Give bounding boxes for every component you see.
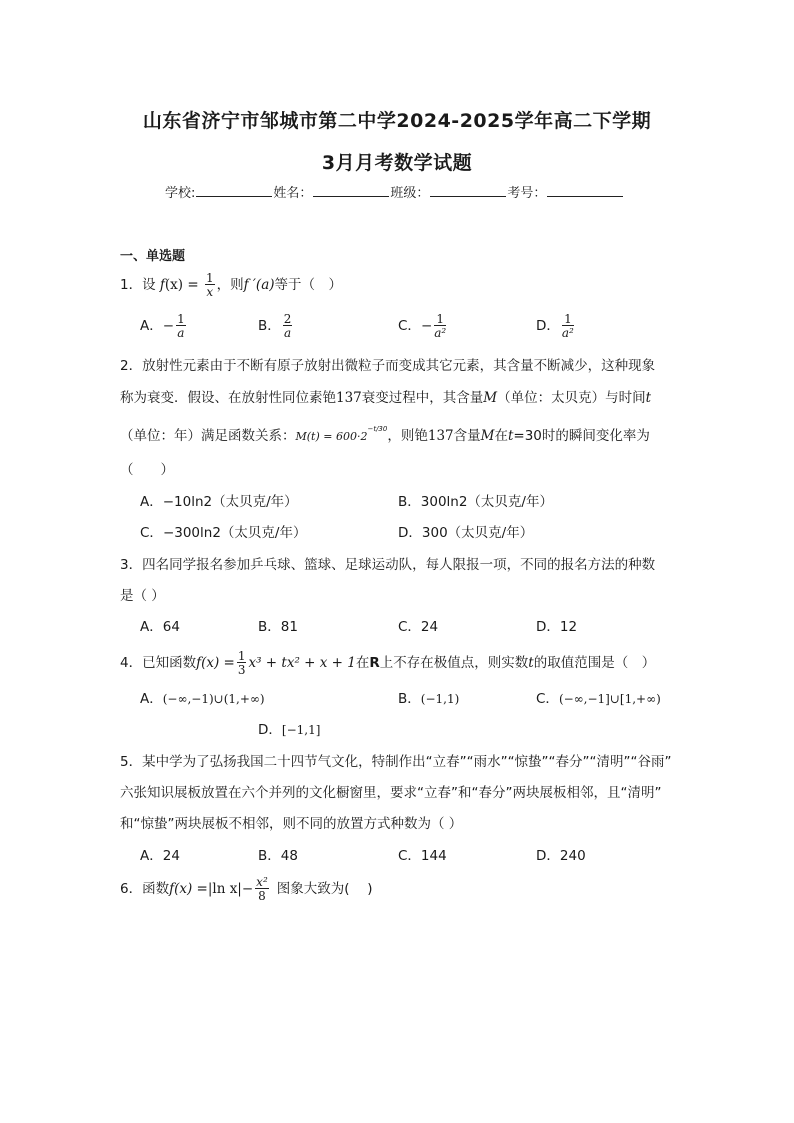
q1-fx: (x) = bbox=[164, 277, 199, 293]
q1-b-frac bbox=[283, 313, 293, 339]
q2-option-b[interactable] bbox=[398, 490, 553, 510]
q3-option-b[interactable]: B．81 bbox=[258, 619, 298, 635]
question-5-line1: 5．某中学为了弘扬我国二十四节气文化，特制作出“立春”“雨水”“惊蛰”“春分”“清明”“谷雨” bbox=[120, 754, 672, 770]
q6-frac-num: x² bbox=[256, 875, 268, 889]
q1-d-label: D． bbox=[536, 318, 560, 334]
q2-l3-b: ，则铯 bbox=[387, 428, 428, 444]
student-info-row bbox=[165, 182, 624, 201]
q2-l3-a: （单位：年）满足函数关系： bbox=[120, 428, 296, 444]
q2-option-d[interactable] bbox=[398, 521, 533, 541]
q4-R: R bbox=[369, 655, 380, 671]
q6-prefix: 6．函数 bbox=[120, 881, 170, 897]
q5-option-a[interactable]: A．24 bbox=[140, 848, 180, 864]
question-2-line2 bbox=[120, 386, 651, 406]
q2-l2-b: 衰变过程中，其含量 bbox=[361, 390, 484, 406]
q1-f: f bbox=[159, 277, 165, 293]
q2-l2-c: （单位：太贝克）与时间 bbox=[497, 390, 646, 406]
school-blank bbox=[196, 183, 272, 197]
q6-abs: |ln x| bbox=[207, 881, 242, 897]
q4-b-label: B． bbox=[398, 691, 421, 707]
class-label: 班级： bbox=[390, 186, 430, 201]
q2-c-text: −300ln2（太贝克/年） bbox=[162, 525, 307, 541]
q4-option-d[interactable] bbox=[258, 718, 320, 738]
question-3-line1: 3．四名同学报名参加乒乓球、篮球、足球运动队，每人限报一项，不同的报名方法的种数 bbox=[120, 557, 656, 573]
q1-a-frac bbox=[176, 313, 186, 339]
q4-fx: f(x) = bbox=[196, 655, 235, 671]
q1-frac-den: x bbox=[206, 285, 214, 299]
q4-option-a[interactable] bbox=[140, 687, 265, 707]
q2-l2-a: 称为衰变．假设、在放射性同位素铯 bbox=[120, 390, 336, 406]
q4-frac-den: 3 bbox=[237, 663, 246, 677]
section-heading: 一、单选题 bbox=[120, 249, 186, 264]
q2-l2-t: t bbox=[645, 390, 652, 406]
q2-d-label: D． bbox=[398, 525, 422, 541]
q1-frac-num: 1 bbox=[205, 271, 214, 285]
q1-d-frac bbox=[562, 313, 574, 339]
class-blank bbox=[430, 183, 506, 197]
q5-option-d[interactable]: D．240 bbox=[536, 848, 586, 864]
name-blank bbox=[313, 183, 389, 197]
q2-a-label: A． bbox=[140, 494, 163, 510]
q1-option-b[interactable] bbox=[258, 313, 294, 339]
question-5-line2: 六张知识展板放置在六个并列的文化橱窗里，要求“立春”和“春分”两块展板相邻，且“清明” bbox=[120, 785, 662, 801]
q1-c-num: 1 bbox=[434, 313, 446, 326]
q2-option-a[interactable] bbox=[140, 490, 298, 510]
q4-a-text: (−∞,−1)∪(1,+∞) bbox=[162, 692, 265, 706]
q5-option-c[interactable]: C．144 bbox=[398, 848, 447, 864]
q3-option-a[interactable]: A．64 bbox=[140, 619, 180, 635]
q1-c-sign: − bbox=[420, 318, 433, 334]
q1-option-a[interactable] bbox=[140, 313, 188, 339]
q1-prefix: 1．设 bbox=[120, 277, 156, 293]
q1-c-den: a² bbox=[434, 326, 447, 340]
q1-b-label: B． bbox=[258, 318, 281, 334]
q1-c-label: C． bbox=[398, 318, 421, 334]
q2-l3-e: =30时的瞬间变化率为 bbox=[513, 428, 650, 444]
question-2-line1: 2．放射性元素由于不断有原子放射出微粒子而变成其它元素，其含量不断减少，这种现象 bbox=[120, 358, 656, 374]
q2-d-text: 300（太贝克/年） bbox=[421, 525, 534, 541]
q2-l2-M: M bbox=[483, 390, 498, 406]
q4-option-c[interactable] bbox=[536, 687, 661, 707]
q1-d-num: 1 bbox=[562, 313, 574, 326]
question-4-stem bbox=[120, 650, 655, 676]
q1-a-den: a bbox=[177, 326, 185, 340]
q2-formula-exp: −t/30 bbox=[367, 425, 388, 433]
q6-frac-den: 8 bbox=[258, 889, 266, 903]
q6-fx: f(x) = bbox=[169, 881, 208, 897]
question-3-line2: 是（ ） bbox=[120, 588, 165, 604]
question-2-line4: （ ） bbox=[120, 462, 174, 478]
id-blank bbox=[547, 183, 623, 197]
q2-l2-num: 137 bbox=[336, 390, 362, 406]
q4-mid1: 在 bbox=[355, 655, 370, 671]
q4-d-label: D． bbox=[258, 722, 282, 738]
q4-b-text: (−1,1) bbox=[420, 692, 460, 706]
q4-suffix: 的取值范围是（ ） bbox=[533, 655, 656, 671]
question-6-stem bbox=[120, 876, 373, 902]
q1-suffix: 等于（ ） bbox=[274, 277, 343, 293]
q1-fraction bbox=[205, 272, 215, 298]
q4-c-label: C． bbox=[536, 691, 559, 707]
q1-c-frac bbox=[434, 313, 446, 339]
school-label: 学校: bbox=[165, 186, 196, 201]
q4-fraction bbox=[237, 650, 247, 676]
question-5-line3: 和“惊蛰”两块展板不相邻，则不同的放置方式种数为（ ） bbox=[120, 816, 463, 832]
q4-c-text: (−∞,−1]∪[1,+∞) bbox=[558, 692, 661, 706]
q2-l3-M: M bbox=[480, 428, 495, 444]
q3-option-c[interactable]: C．24 bbox=[398, 619, 439, 635]
q2-option-c[interactable] bbox=[140, 521, 306, 541]
q3-option-d[interactable]: D．12 bbox=[536, 619, 578, 635]
q1-option-d[interactable] bbox=[536, 313, 576, 339]
q4-d-text: [−1,1] bbox=[281, 723, 321, 737]
q2-b-text: 300ln2（太贝克/年） bbox=[420, 494, 553, 510]
q4-frac-num: 1 bbox=[237, 649, 246, 663]
q4-t: t bbox=[528, 655, 534, 671]
name-label: 姓名： bbox=[273, 186, 313, 201]
q2-formula: M(t) = 600·2 bbox=[295, 430, 368, 443]
question-1-stem bbox=[120, 272, 342, 298]
q1-d-den: a² bbox=[561, 326, 574, 340]
q1-a-label: A． bbox=[140, 318, 163, 334]
q1-option-c[interactable] bbox=[398, 313, 448, 339]
question-2-line3 bbox=[120, 424, 650, 444]
id-label: 考号： bbox=[507, 186, 547, 201]
exam-title-line1: 山东省济宁市邹城市第二中学2024-2025学年高二下学期 bbox=[142, 110, 652, 132]
exam-title-line2: 3月月考数学试题 bbox=[321, 152, 473, 174]
q2-b-label: B． bbox=[398, 494, 421, 510]
q1-a-num: 1 bbox=[177, 312, 185, 326]
q2-l3-t: t bbox=[507, 428, 514, 444]
q1-fprime: f ′(a) bbox=[243, 277, 275, 293]
q4-prefix: 4．已知函数 bbox=[120, 655, 197, 671]
q2-a-text: −10ln2（太贝克/年） bbox=[162, 494, 298, 510]
q1-b-den: a bbox=[284, 326, 292, 340]
q2-l3-c: 含量 bbox=[453, 428, 481, 444]
q4-poly: x³ + tx² + x + 1 bbox=[248, 655, 356, 671]
q4-mid2: 上不存在极值点，则实数 bbox=[379, 655, 529, 671]
q2-c-label: C． bbox=[140, 525, 163, 541]
q4-a-label: A． bbox=[140, 691, 163, 707]
q6-suffix: 图象大致为( ) bbox=[276, 881, 373, 897]
q1-a-sign: − bbox=[162, 318, 175, 334]
q1-mid: ，则 bbox=[216, 277, 244, 293]
q6-fraction bbox=[255, 876, 269, 902]
q4-option-b[interactable] bbox=[398, 687, 459, 707]
q2-l3-num: 137 bbox=[427, 428, 454, 444]
q1-b-num: 2 bbox=[283, 312, 292, 326]
q6-minus: − bbox=[241, 881, 254, 897]
q2-l3-d: 在 bbox=[494, 428, 508, 444]
q5-option-b[interactable]: B．48 bbox=[258, 848, 298, 864]
